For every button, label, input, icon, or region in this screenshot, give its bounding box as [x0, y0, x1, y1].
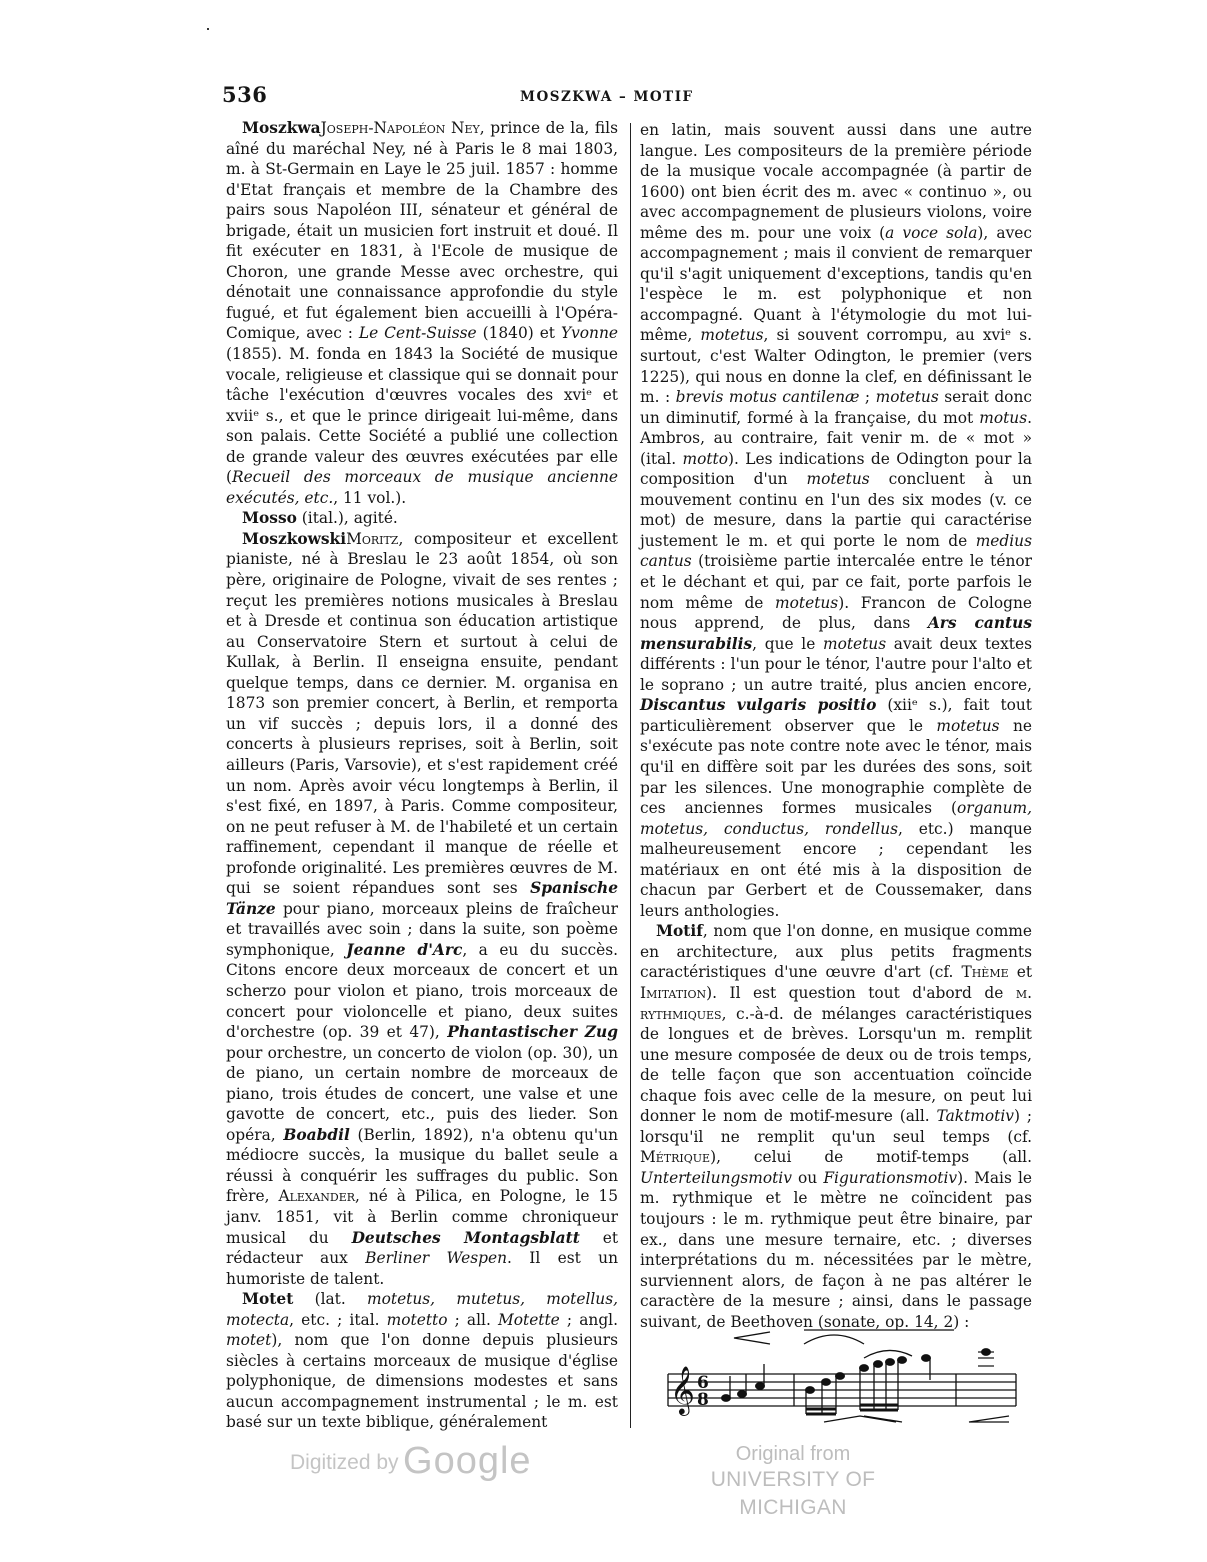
term: Taktmotiv: [936, 1107, 1014, 1126]
university-label: UNIVERSITY OF MICHIGAN: [710, 1468, 876, 1519]
work-title: Recueil des morceaux de musique ancienne exécutés, etc.: [226, 468, 618, 507]
term: organum, motetus, conductus, rondellus: [640, 799, 1032, 838]
cross-reference: m. rythmiques: [640, 983, 1032, 1023]
term: Motette: [497, 1310, 560, 1329]
time-signature-top: 6: [697, 1373, 709, 1393]
person-name: Moritz: [346, 529, 399, 548]
work-title: Jeanne d'Arc: [346, 940, 463, 959]
column-divider: [630, 123, 631, 1428]
person-name: Alexander: [278, 1187, 356, 1206]
work-title: Le Cent-Suisse: [358, 324, 477, 343]
headword: Motif: [656, 922, 703, 941]
music-example: [664, 1318, 1020, 1428]
work-title: Yvonne: [560, 324, 618, 343]
term: motetus: [775, 593, 839, 612]
term: Discantus vulgaris positio: [640, 696, 877, 715]
cross-reference: Thème: [961, 963, 1009, 982]
digitized-by-label: Digitized by: [290, 1451, 399, 1474]
work-title: Phantastischer Zug: [447, 1023, 618, 1042]
term: motus: [979, 408, 1028, 427]
term: Ars cantus mensurabilis: [640, 614, 1032, 653]
google-logo: Google: [403, 1440, 532, 1482]
term: motetus: [875, 388, 939, 407]
original-from-label: Original from: [735, 1443, 851, 1465]
headword: Moszkwa: [242, 119, 321, 137]
term: Unterteilungsmotiv: [640, 1168, 792, 1187]
page-number: 536: [222, 82, 268, 107]
entry-motet-continued: en latin, mais souvent aussi dans une autre langue. Les compositeurs de la première période de la musique vocale accompagnée (à partir de 1600) ont bien écrit des m. avec « continuo », ou avec accompagnement de plusieurs violons, voire même des m. pour une voix (a voce sola), avec accompagnement ; mais il convient de remarquer qu'il s'agit uniquement d'exceptions, tandis qu'en l'espèce le m. est polyphonique et non accompagné. Quant à l'étymologie du mot lui-même, motetus, si souvent corrompu, au xviᵉ s. surtout, c'est Walter Odington, le premier (vers 1225), qui nous en donne la clef, en définissant le m. : brevis motus cantilenæ ; motetus serait donc un diminutif, formé à la française, du mot motus. Ambros, au contraire, fait venir m. de « mot » (ital. motto). Les indications de Odington pour la composition d'un motetus concluent à un mouvement continu en l'un des six modes (v. ce mot) de mesure, dans la partie qui caractérise justement le m. et qui porte le nom de medius cantus (troisième partie intercalée entre le ténor et le déchant et qui, par ce fait, porte parfois le nom même de motetus). Francon de Cologne nous apprend, de plus, dans Ars cantus mensurabilis, que le motetus avait deux textes différents : l'un pour le ténor, l'autre pour l'alto et le soprano ; un autre traité, plus ancien encore, Discantus vulgaris positio (xiiᵉ s.), fait tout particulièrement observer que le motetus ne s'exécute pas note contre note avec le ténor, mais qu'il en diffère soit par les durées des sons, soit par les silences. Une monographie complète de ces anciennes formes musicales (organum, motetus, conductus, rondellus, etc.) manque malheureusement encore ; cependant les matériaux en ont été mis à la disposition de chacun par Gerbert et de Coussemaker, dans leurs anthologies.: [640, 121, 1033, 920]
headword: Motet: [242, 1290, 294, 1309]
work-title: Spanische Tänze: [226, 879, 618, 918]
term: motetus: [936, 716, 1000, 735]
work-title: Boabdil: [283, 1125, 350, 1144]
term: motetus: [822, 634, 887, 653]
term: a voce sola: [885, 223, 978, 242]
column-left: [226, 118, 618, 1433]
library-watermark: [668, 1442, 918, 1522]
term: motetus: [700, 326, 764, 345]
term: motetus, mutetus, motellus, motecta: [226, 1290, 618, 1329]
term: motetto: [386, 1310, 448, 1329]
google-watermark: [290, 1440, 532, 1483]
term: brevis motus cantilenæ: [675, 388, 860, 407]
entry-mosso: Mosso (ital.), agité.: [242, 509, 398, 528]
time-signature-bottom: 8: [697, 1390, 709, 1410]
term: motto: [682, 449, 728, 468]
notes: [722, 1349, 995, 1414]
entry-motif: Motif, nom que l'on donne, en musique comme en architecture, aux plus petits fragments caractéristiques d'une œuvre d'art (cf. Thème et Imitation). Il est question tout d'abord de m. rythmiques, c.-à-d. de mélanges caractéristiques de longues et de brèves. Lorsqu'un m. remplit une mesure composée de deux ou de trois temps, de telle façon que son accentuation coïncide chaque fois avec celle de la mesure, on peut lui donner le nom de motif-mesure (all. Taktmotiv) ; lorsqu'il ne remplit qu'un seul temps (cf. Métrique), celui de motif-temps (all. Unterteilungsmotiv ou Figurationsmotiv). Mais le m. rythmique et le mètre ne coïncident pas toujours : le m. rythmique peut être binaire, par ex., dans une mesure ternaire, etc. ; diverses interprétations du m. nécessitées par le mètre, surviennent alors, de façon à ne pas altérer le caractère de la mesure ; ainsi, dans le passage suivant, de Beethoven (sonate, op. 14, 2) :: [640, 922, 1033, 1331]
work-title: Berliner Wespen: [365, 1249, 507, 1268]
headword: Mosso: [242, 509, 297, 528]
treble-clef-icon: 𝄞: [670, 1365, 695, 1414]
work-title: Deutsches Montagsblatt: [351, 1228, 580, 1247]
entry-moszkowski: MoszkowskiMoritz, compositeur et excellent pianiste, né à Breslau le 23 août 1854, où son père, originaire de Pologne, vivait de ses rentes ; reçut les premières notions musicales à Breslau et à Dresde et continua son éducation artistique au Conservatoire Stern et surtout à celui de Kullak, à Berlin. Il enseigna ensuite, pendant quelque temps, dans ce dernier. M. organisa en 1873 son premier concert, à Berlin, et remporta un vif succès ; depuis lors, il a donné des concerts à plusieurs reprises, soit à Berlin, soit ailleurs (Paris, Varsovie), et s'est rapidement créé un nom. Après avoir vécu longtemps à Berlin, il s'est fixé, en 1897, à Paris. Comme compositeur, on ne peut refuser à M. de l'habileté et un certain raffinement, cependant il manque de réelle et profonde originalité. Les premières œuvres de M. qui se soient répandues sont ses Spanische Tänze pour piano, morceaux pleins de fraîcheur et travaillés avec soin ; dans la suite, son poème symphonique, Jeanne d'Arc, a eu du succès. Citons encore deux morceaux de concert et un scherzo pour violon et piano, trois morceaux de concert pour violoncelle et piano, deux suites d'orchestre (op. 39 et 47), Phantastischer Zug pour orchestre, un concerto de violon (op. 30), un de piano, un certain nombre de morceaux de piano, trois études de concert, une valse et une gavotte de concert, etc., puis des lieder. Son opéra, Boabdil (Berlin, 1892), n'a obtenu qu'un médiocre succès, la musique du ballet seule a réussi à conquérir les suffrages du public. Son frère, Alexander, né à Pilica, en Pologne, le 15 janv. 1851, vit à Berlin comme chroniqueur musical du Deutsches Montagsblatt et rédacteur aux Berliner Wespen. Il est un humoriste de talent.: [226, 529, 618, 1288]
person-name: Joseph-Napoléon Ney: [320, 119, 480, 137]
term: Figurationsmotiv: [823, 1168, 958, 1187]
cross-reference: Imitation: [640, 983, 707, 1002]
cross-reference: Métrique: [640, 1148, 711, 1167]
dynamics-hairpins: [734, 1330, 1009, 1422]
term: motet: [226, 1331, 272, 1350]
term: medius cantus: [640, 531, 1032, 571]
entry-motet: Motet (lat. motetus, mutetus, motellus, motecta, etc. ; ital. motetto ; all. Motette ; angl. motet), nom que l'on donne depuis plusieurs siècles à certains morceaux de musique d'église polyphonique, de dimensions modestes et sans aucun accompagnement instrumental ; le m. est basé sur un texte biblique, généralement: [226, 1290, 618, 1432]
speck: [207, 28, 209, 30]
headword: Moszkowski: [242, 529, 347, 548]
running-head: MOSZKWA – MOTIF: [520, 89, 694, 105]
term: motetus: [806, 470, 870, 489]
column-right: [640, 120, 1032, 1332]
entry-moszkwa: MoszkwaJoseph-Napoléon Ney, prince de la, fils aîné du maréchal Ney, né à Paris le 8 mai 1803, m. à St-Germain en Laye le 25 juil. 1857 : homme d'Etat français et membre de la Chambre des pairs sous Napoléon III, sénateur et général de brigade, était un musicien fort instruit et doué. Il fit exécuter en 1831, à l'Ecole de musique de Choron, une grande Messe avec orchestre, qui dénotait une connaissance approfondie du style fugué, et fut également bien accueilli à l'Opéra-Comique, avec : Le Cent-Suisse (1840) et Yvonne (1855). M. fonda en 1843 la Société de musique vocale, religieuse et classique qui se donnait pour tâche l'exécution d'œuvres vocales des xviᵉ et xviiᵉ s., et que le prince dirigeait lui-même, dans son palais. Cette Société a publié une collection de grande valeur des œuvres exécutées par elle (Recueil des morceaux de musique ancienne exécutés, etc., 11 vol.).: [226, 119, 618, 507]
